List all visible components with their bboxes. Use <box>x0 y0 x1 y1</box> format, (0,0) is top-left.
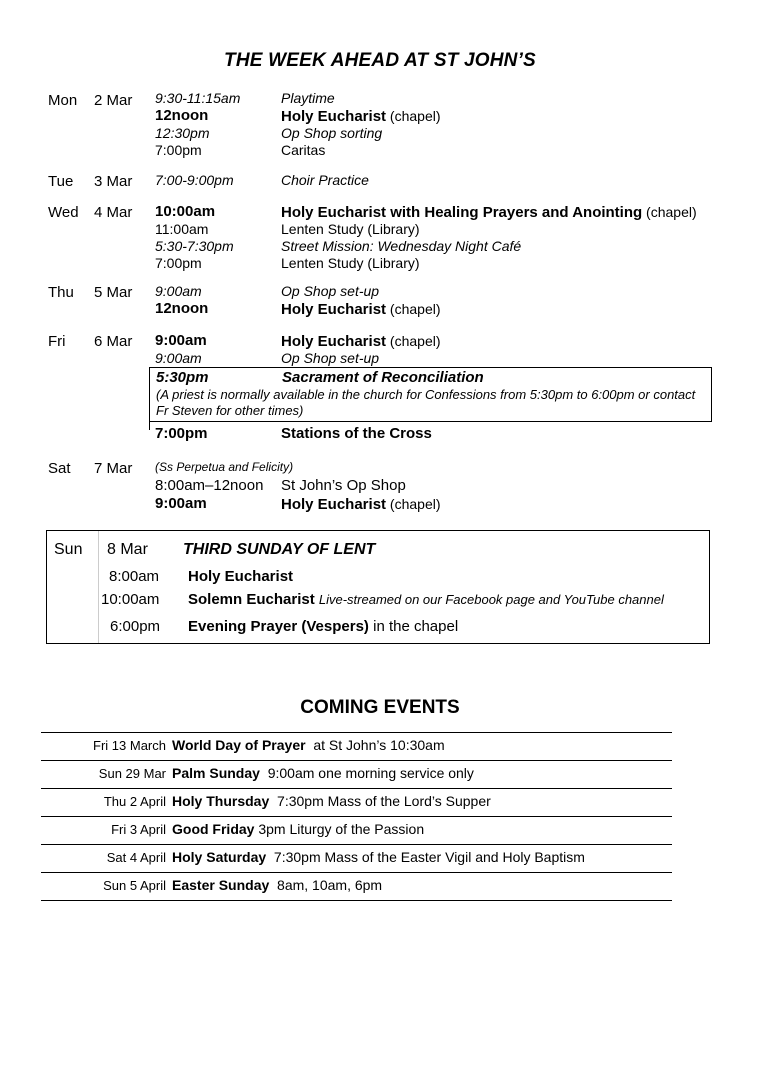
event-date: Sun 29 Mar <box>98 766 166 781</box>
event-time: 7:00pm <box>155 255 202 271</box>
schedule-row <box>48 107 718 125</box>
schedule-row <box>48 300 718 318</box>
event-date: Thu 2 April <box>103 794 166 809</box>
day-name: Thu <box>48 284 74 301</box>
event-row <box>41 845 672 873</box>
event-desc <box>172 877 382 893</box>
event-title: Holy Eucharist (chapel) <box>281 108 441 125</box>
service-time: 6:00pm <box>110 618 161 635</box>
coming-events-table <box>41 732 672 901</box>
event-row <box>41 733 672 761</box>
event-title: Op Shop sorting <box>281 125 383 141</box>
event-title: Caritas <box>281 142 326 158</box>
day-name: Fri <box>48 333 66 350</box>
divider <box>149 374 150 430</box>
event-title: Holy Eucharist (chapel) <box>281 496 441 513</box>
day-thursday <box>48 283 718 332</box>
event-row <box>41 873 672 901</box>
event-title: Op Shop set-up <box>281 283 380 299</box>
event-row <box>41 761 672 789</box>
event-time: 9:00am <box>155 283 202 299</box>
event-name: Holy Thursday <box>172 793 270 809</box>
event-time: 9:00am <box>155 350 202 366</box>
service-note: Live-streamed on our Facebook page and YouTube channel <box>318 592 664 607</box>
event-detail: at St John’s 10:30am <box>305 737 445 753</box>
schedule-row <box>48 283 718 300</box>
day-date: 4 Mar <box>94 204 133 221</box>
sunday-service-row <box>109 568 293 585</box>
service-time: 10:00am <box>101 591 160 608</box>
day-wednesday <box>48 203 718 283</box>
day-date: 8 Mar <box>107 541 148 558</box>
event-time: 5:30pm <box>156 369 209 386</box>
day-name: Sun <box>54 541 83 558</box>
event-detail: 7:30pm Mass of the Easter Vigil and Holy Baptism <box>266 849 585 865</box>
reconciliation-box <box>149 367 712 422</box>
event-title: Choir Practice <box>281 172 369 188</box>
schedule-row <box>48 255 718 272</box>
event-time: 12noon <box>155 300 209 317</box>
event-time: 10:00am <box>155 203 216 220</box>
event-time: 7:00-9:00pm <box>155 172 234 188</box>
service-title: Holy Eucharist <box>188 568 294 585</box>
event-desc <box>172 765 474 781</box>
event-title: Stations of the Cross <box>281 425 432 442</box>
event-row <box>41 817 672 845</box>
coming-events-title: COMING EVENTS <box>300 697 460 718</box>
schedule-row <box>48 495 718 513</box>
day-date: 5 Mar <box>94 284 133 301</box>
schedule-row <box>48 125 718 142</box>
event-time: 9:00am <box>155 332 207 349</box>
event-time: 9:00am <box>155 495 207 512</box>
day-note: (Ss Perpetua and Felicity) <box>155 460 294 474</box>
event-detail: 3pm Liturgy of the Passion <box>254 821 425 837</box>
event-detail: 7:30pm Mass of the Lord’s Supper <box>269 793 491 809</box>
event-title: Holy Eucharist (chapel) <box>281 301 441 318</box>
day-date: 3 Mar <box>94 173 133 190</box>
week-schedule <box>48 90 718 519</box>
page-title: THE WEEK AHEAD AT ST JOHN’S <box>224 50 536 71</box>
day-date: 6 Mar <box>94 333 133 350</box>
schedule-row <box>48 350 718 367</box>
event-title: Holy Eucharist (chapel) <box>281 333 441 350</box>
schedule-row <box>48 238 718 255</box>
day-name: Sat <box>48 460 71 477</box>
day-tuesday <box>48 172 718 203</box>
day-monday <box>48 90 718 172</box>
event-title: Op Shop set-up <box>281 350 380 366</box>
event-name: World Day of Prayer <box>172 737 306 753</box>
service-time: 8:00am <box>109 568 160 585</box>
event-desc <box>172 821 424 837</box>
service-location: in the chapel <box>368 618 459 635</box>
sunday-service-row <box>110 618 458 635</box>
service-title: Solemn Eucharist <box>188 591 315 608</box>
day-name: Wed <box>48 204 79 221</box>
event-title: Sacrament of Reconciliation <box>282 369 484 386</box>
sunday-service-row <box>101 591 664 608</box>
day-date: 7 Mar <box>94 460 133 477</box>
event-name: Easter Sunday <box>172 877 270 893</box>
schedule-row <box>48 332 718 350</box>
event-detail: 9:00am one morning service only <box>259 765 474 781</box>
event-time: 7:00pm <box>155 425 208 442</box>
event-time: 7:00pm <box>155 142 202 158</box>
schedule-row <box>48 203 718 221</box>
event-title: Street Mission: Wednesday Night Café <box>281 238 522 254</box>
sunday-box <box>46 530 710 644</box>
schedule-row <box>48 221 718 238</box>
event-name: Good Friday <box>172 821 255 837</box>
event-date: Sun 5 April <box>103 878 166 893</box>
schedule-row <box>48 172 718 189</box>
event-name: Palm Sunday <box>172 765 260 781</box>
event-row <box>41 789 672 817</box>
event-title: Lenten Study (Library) <box>281 221 420 237</box>
event-desc <box>172 849 585 865</box>
event-title: Playtime <box>281 90 335 106</box>
event-time: 12noon <box>155 107 209 124</box>
sunday-heading-row <box>54 541 375 559</box>
event-name: Holy Saturday <box>172 849 267 865</box>
event-time: 9:30-11:15am <box>155 90 241 106</box>
schedule-row <box>48 459 718 477</box>
event-detail: 8am, 10am, 6pm <box>269 877 383 893</box>
event-note: (A priest is normally available in the church for Confessions from 5:30pm to 6:00pm or contact Fr Steven for other times) <box>156 387 696 418</box>
event-date: Fri 13 March <box>93 738 166 753</box>
event-time: 8:00am–12noon <box>155 477 264 494</box>
event-date: Fri 3 April <box>111 822 166 837</box>
day-saturday <box>48 459 718 519</box>
schedule-row <box>48 477 718 495</box>
event-time: 5:30-7:30pm <box>155 238 234 254</box>
service-title: Evening Prayer (Vespers) <box>188 618 369 635</box>
event-title: Holy Eucharist with Healing Prayers and Anointing (chapel) <box>281 204 697 221</box>
event-title: St John’s Op Shop <box>281 477 406 494</box>
event-desc <box>172 793 491 809</box>
event-title: Lenten Study (Library) <box>281 255 420 271</box>
event-time: 12:30pm <box>155 125 210 141</box>
day-name: Tue <box>48 173 74 190</box>
sunday-heading: THIRD SUNDAY OF LENT <box>183 541 376 558</box>
event-desc <box>172 737 445 753</box>
schedule-row <box>156 369 711 387</box>
day-date: 2 Mar <box>94 92 133 109</box>
schedule-row <box>48 90 718 107</box>
event-date: Sat 4 April <box>106 850 166 865</box>
day-name: Mon <box>48 92 78 109</box>
event-time: 11:00am <box>155 221 209 237</box>
schedule-row <box>48 142 718 159</box>
